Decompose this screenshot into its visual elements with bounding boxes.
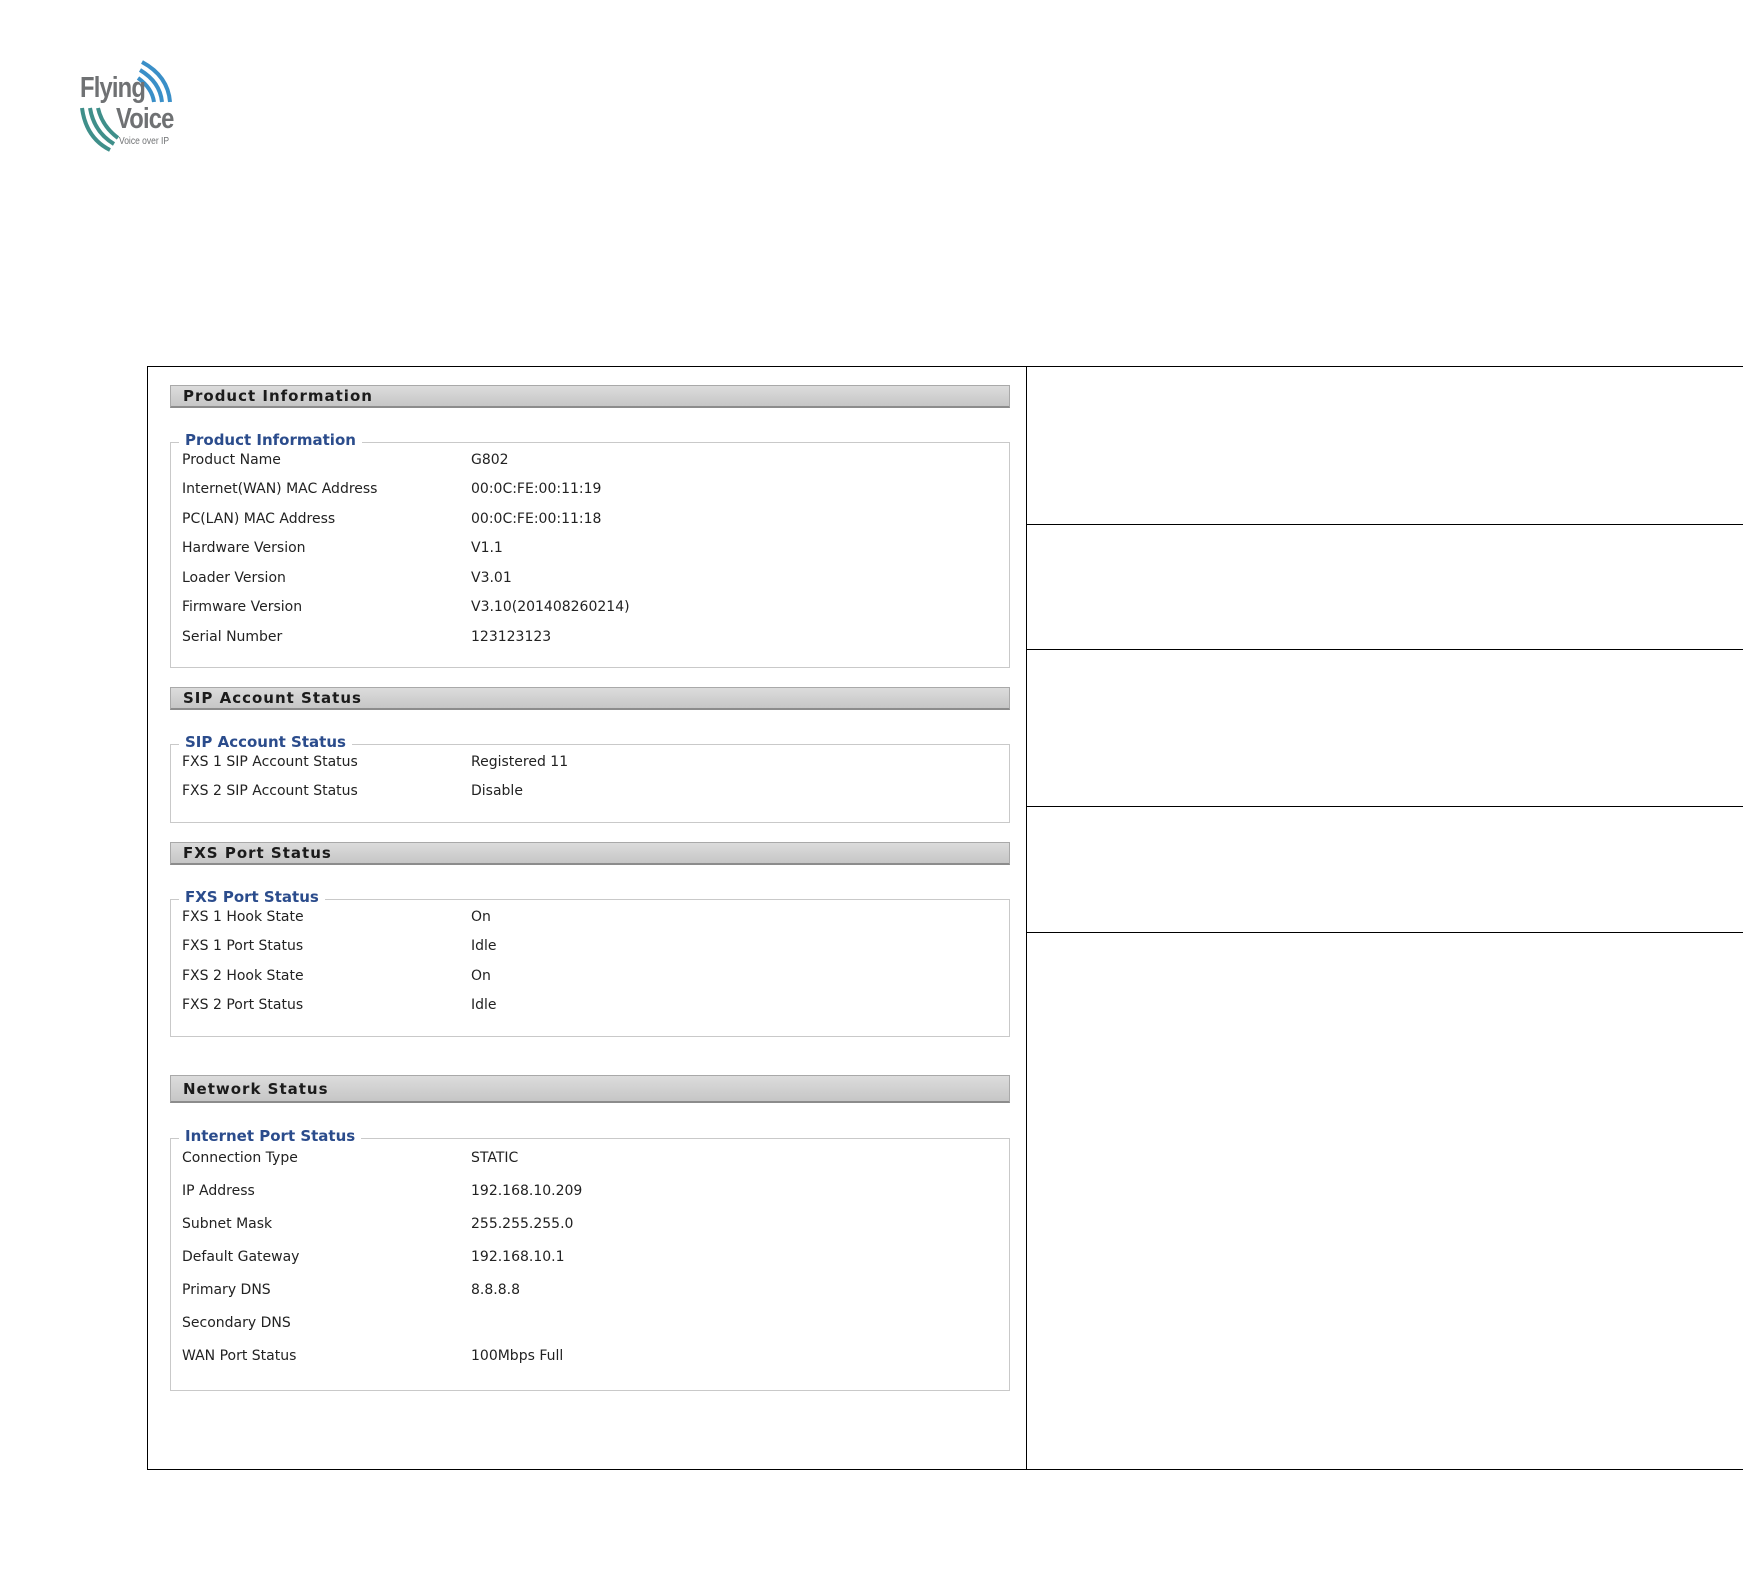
row-connection-type: [182, 1150, 1009, 1170]
label-ip-address: IP Address: [182, 1183, 255, 1199]
row-fxs1-port-status: [182, 938, 1009, 958]
logo-word-flying: Flying: [80, 72, 146, 104]
row-loader-version: [182, 570, 1009, 590]
row-fxs2-hook-state: [182, 968, 1009, 988]
legend-product-information: Product Information: [179, 431, 362, 449]
row-fxs2-port-status: [182, 997, 1009, 1017]
label-product-name: Product Name: [182, 452, 281, 468]
label-default-gateway: Default Gateway: [182, 1249, 300, 1265]
value-default-gateway: 192.168.10.1: [471, 1249, 565, 1265]
row-wan-port-status: [182, 1348, 1009, 1368]
value-subnet-mask: 255.255.255.0: [471, 1216, 574, 1232]
value-loader-version: V3.01: [471, 570, 512, 586]
row-lan-mac: [182, 511, 1009, 531]
description-cell-network-header: [1027, 807, 1743, 933]
legend-fxs-port-status: FXS Port Status: [179, 888, 325, 906]
fieldset-sip-account-status: [170, 733, 1010, 823]
row-default-gateway: [182, 1249, 1009, 1269]
row-wan-mac: [182, 481, 1009, 501]
fieldset-product-information: [170, 431, 1010, 668]
value-fxs1-port-status: Idle: [471, 938, 497, 954]
value-product-name: G802: [471, 452, 509, 468]
label-fxs1-hook-state: FXS 1 Hook State: [182, 909, 304, 925]
label-fxs2-port-status: FXS 2 Port Status: [182, 997, 304, 1013]
value-fxs1-sip-status: Registered 11: [471, 754, 569, 770]
status-screenshot-panel: [148, 367, 1027, 1469]
label-serial-number: Serial Number: [182, 629, 283, 645]
row-fxs1-sip-status: [182, 754, 1009, 774]
value-lan-mac: 00:0C:FE:00:11:18: [471, 511, 602, 527]
row-subnet-mask: [182, 1216, 1009, 1236]
description-cell-product: [1027, 367, 1743, 525]
description-cell-sip: [1027, 525, 1743, 650]
row-primary-dns: [182, 1282, 1009, 1302]
value-connection-type: STATIC: [471, 1150, 519, 1166]
fieldset-fxs-port-status: [170, 888, 1010, 1037]
label-connection-type: Connection Type: [182, 1150, 298, 1166]
label-wan-port-status: WAN Port Status: [182, 1348, 297, 1364]
row-secondary-dns: [182, 1315, 1009, 1335]
fieldset-internet-port-status: [170, 1127, 1010, 1391]
value-fxs2-sip-status: Disable: [471, 783, 523, 799]
value-primary-dns: 8.8.8.8: [471, 1282, 520, 1298]
logo-word-voice: Voice: [116, 103, 174, 135]
label-fxs2-hook-state: FXS 2 Hook State: [182, 968, 304, 984]
label-fxs1-sip-status: FXS 1 SIP Account Status: [182, 754, 358, 770]
value-wan-mac: 00:0C:FE:00:11:19: [471, 481, 602, 497]
row-hardware-version: [182, 540, 1009, 560]
value-hardware-version: V1.1: [471, 540, 503, 556]
row-firmware-version: [182, 599, 1009, 619]
legend-sip-account-status: SIP Account Status: [179, 733, 352, 751]
row-fxs2-sip-status: [182, 783, 1009, 803]
section-header-product-information: Product Information: [170, 385, 1010, 408]
value-wan-port-status: 100Mbps Full: [471, 1348, 564, 1364]
value-ip-address: 192.168.10.209: [471, 1183, 583, 1199]
value-serial-number: 123123123: [471, 629, 552, 645]
label-secondary-dns: Secondary DNS: [182, 1315, 291, 1331]
label-hardware-version: Hardware Version: [182, 540, 306, 556]
value-fxs1-hook-state: On: [471, 909, 491, 925]
flyingvoice-logo: [80, 58, 190, 158]
label-lan-mac: PC(LAN) MAC Address: [182, 511, 336, 527]
description-cell-fxs: [1027, 650, 1743, 807]
section-header-sip-account-status: SIP Account Status: [170, 687, 1010, 710]
value-firmware-version: V3.10(201408260214): [471, 599, 630, 615]
value-fxs2-port-status: Idle: [471, 997, 497, 1013]
section-header-fxs-port-status: FXS Port Status: [170, 842, 1010, 865]
section-header-network-status: Network Status: [170, 1075, 1010, 1103]
description-column: [1027, 367, 1743, 1469]
label-fxs2-sip-status: FXS 2 SIP Account Status: [182, 783, 358, 799]
row-product-name: [182, 452, 1009, 472]
label-wan-mac: Internet(WAN) MAC Address: [182, 481, 378, 497]
label-loader-version: Loader Version: [182, 570, 286, 586]
row-ip-address: [182, 1183, 1009, 1203]
label-firmware-version: Firmware Version: [182, 599, 303, 615]
row-serial-number: [182, 629, 1009, 649]
logo-tagline: Voice over IP: [119, 136, 170, 147]
legend-internet-port-status: Internet Port Status: [179, 1127, 361, 1145]
label-primary-dns: Primary DNS: [182, 1282, 271, 1298]
row-fxs1-hook-state: [182, 909, 1009, 929]
label-fxs1-port-status: FXS 1 Port Status: [182, 938, 304, 954]
value-fxs2-hook-state: On: [471, 968, 491, 984]
status-table: [147, 366, 1743, 1470]
label-subnet-mask: Subnet Mask: [182, 1216, 273, 1232]
